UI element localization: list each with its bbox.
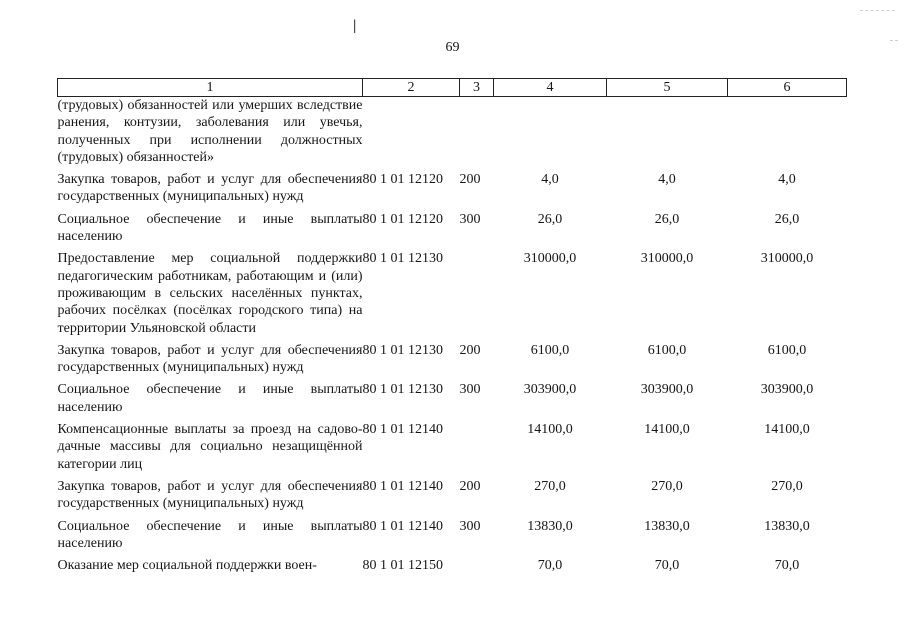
row-expense-type — [460, 245, 494, 336]
row-value-year3: 6100,0 — [767, 342, 807, 358]
row-value-year2: 13830,0 — [644, 518, 690, 534]
row-name: Социальное обеспечение и иные выплаты населению — [57, 211, 363, 245]
row-csr-code: 80 1 01 12130 — [362, 251, 443, 267]
table-row — [58, 337, 847, 377]
table-row — [58, 376, 847, 416]
row-value-year1 — [494, 97, 607, 167]
row-value-year2: 70,0 — [654, 558, 680, 574]
page-number: 69 — [445, 40, 460, 55]
table-row — [58, 206, 847, 246]
row-value-year2: 303900,0 — [640, 382, 694, 398]
scan-edge-top-right — [860, 10, 895, 11]
row-value-year2: 26,0 — [654, 211, 680, 227]
column-header-4: 4 — [494, 79, 607, 97]
row-name: Социальное обеспечение и иные выплаты населению — [57, 382, 363, 415]
row-value-year3: 270,0 — [771, 478, 803, 494]
row-value-year1: 310000,0 — [523, 251, 577, 267]
table-row — [58, 473, 847, 513]
row-csr-code: 80 1 01 12140 — [362, 478, 443, 494]
row-value-year2: 4,0 — [658, 172, 676, 188]
row-value-year3: 303900,0 — [760, 382, 814, 398]
row-value-year3: 4,0 — [778, 172, 796, 188]
table-row — [58, 416, 847, 473]
row-value-year2 — [607, 97, 728, 167]
row-expense-type: 300 — [459, 518, 481, 534]
table-row — [58, 552, 847, 574]
row-value-year3: 70,0 — [774, 558, 800, 574]
table-row — [58, 166, 847, 206]
table-body — [58, 97, 847, 575]
row-value-year3: 310000,0 — [760, 251, 814, 267]
row-expense-type: 300 — [459, 211, 481, 227]
table-row — [58, 513, 847, 553]
row-expense-type: 200 — [459, 342, 481, 358]
table-row — [58, 97, 847, 167]
row-name: Социальное обеспечение и иные выплаты населению — [57, 518, 363, 551]
scan-mark: | — [353, 18, 357, 34]
column-header-5: 5 — [607, 79, 728, 97]
row-csr-code: 80 1 01 12140 — [362, 422, 443, 438]
row-value-year3: 26,0 — [774, 211, 800, 227]
row-value-year1: 270,0 — [534, 478, 566, 494]
row-expense-type — [460, 416, 494, 473]
column-header-1: 1 — [58, 79, 363, 97]
row-value-year1: 4,0 — [541, 172, 559, 188]
row-expense-type: 200 — [459, 478, 481, 494]
budget-table — [57, 78, 847, 574]
row-name: Компенсационные выплаты за проезд на садово-дачные массивы для социально незащищённой категории лиц — [57, 422, 363, 472]
row-csr-code: 80 1 01 12130 — [362, 342, 443, 358]
row-value-year2: 270,0 — [651, 478, 683, 494]
row-csr-code: 80 1 01 12130 — [362, 382, 443, 398]
row-csr-code: 80 1 01 12120 — [362, 172, 443, 188]
row-value-year3: 13830,0 — [764, 518, 810, 534]
row-value-year1: 6100,0 — [530, 342, 570, 358]
column-header-2: 2 — [363, 79, 460, 97]
row-value-year1: 26,0 — [537, 211, 563, 227]
row-expense-type — [460, 552, 494, 574]
row-name: Оказание мер социальной поддержки воен- — [57, 558, 317, 574]
row-expense-type: 200 — [459, 172, 481, 188]
row-csr-code — [363, 97, 460, 167]
row-value-year3 — [728, 97, 847, 167]
row-value-year2: 310000,0 — [640, 251, 694, 267]
row-csr-code: 80 1 01 12120 — [362, 211, 443, 227]
row-value-year2: 14100,0 — [644, 422, 690, 438]
row-name: Закупка товаров, работ и услуг для обеспечения государственных (муниципальных) нужд — [57, 478, 363, 512]
row-name: Закупка товаров, работ и услуг для обеспечения государственных (муниципальных) нужд — [57, 172, 363, 205]
column-header-3: 3 — [460, 79, 494, 97]
table-row — [58, 245, 847, 336]
row-name: Закупка товаров, работ и услуг для обеспечения государственных (муниципальных) нужд — [57, 342, 363, 376]
row-value-year1: 303900,0 — [523, 382, 577, 398]
row-expense-type — [460, 97, 494, 167]
column-number-row — [58, 79, 847, 97]
column-header-6: 6 — [728, 79, 847, 97]
row-value-year1: 13830,0 — [527, 518, 573, 534]
row-value-year2: 6100,0 — [647, 342, 687, 358]
row-value-year3: 14100,0 — [764, 422, 810, 438]
row-value-year1: 14100,0 — [527, 422, 573, 438]
row-expense-type: 300 — [459, 382, 481, 398]
row-value-year1: 70,0 — [537, 558, 563, 574]
row-name: Предоставление мер социальной поддержки педагогическим работникам, работающим и (или) проживающим в сельских населённых пунктах, рабочих посёлках (посёлках городского типа) на территории Ульяновской области — [57, 251, 363, 336]
row-csr-code: 80 1 01 12150 — [362, 558, 443, 574]
row-csr-code: 80 1 01 12140 — [362, 518, 443, 534]
row-name: (трудовых) обязанностей или умерших вследствие ранения, контузии, заболевания или увечья, полученных при исполнении должностных (трудовых) обязанностей» — [57, 98, 363, 165]
